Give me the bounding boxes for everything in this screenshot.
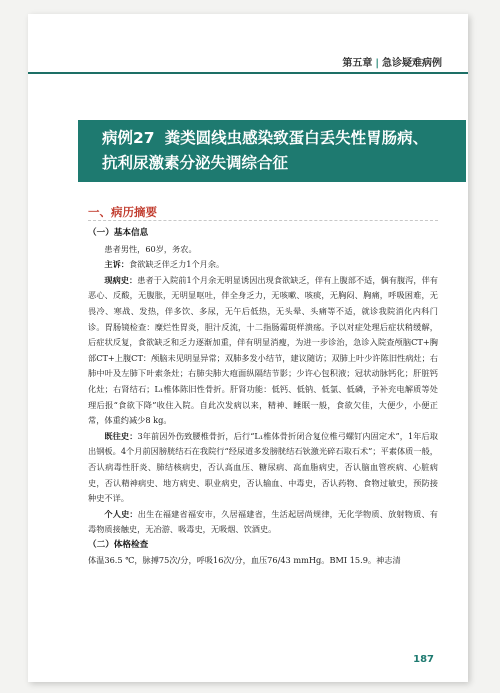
personal-history-text: 出生在福建省福安市，久居福建省，生活起居尚规律，无化学物质、放射物质、有毒物质接触史，无冶游、吸毒史，无吸烟、饮酒史。	[88, 508, 438, 535]
running-header	[342, 54, 442, 69]
case-title-banner	[78, 120, 466, 182]
chief-complaint-text: 食欲缺乏伴乏力1个月余。	[128, 259, 225, 270]
hpi-label: 现病史：	[104, 274, 138, 285]
chief-complaint-paragraph	[88, 257, 438, 273]
exam-text: 体温36.5 ℃，脉搏75次/分，呼吸16次/分，血压76/43 mmHg。BMI 15.9。神志清	[88, 555, 401, 566]
personal-history-label: 个人史：	[104, 508, 138, 519]
chief-complaint-label: 主诉：	[104, 259, 129, 270]
chapter-title: 急诊疑难病例	[382, 58, 442, 69]
header-rule	[28, 72, 468, 74]
case-title-line2: 抗利尿激素分泌失调综合征	[102, 154, 289, 172]
personal-history-paragraph	[88, 507, 438, 538]
page-number: 187	[413, 654, 434, 665]
patient-line: 患者男性，60岁，务农。	[104, 243, 197, 254]
hpi-paragraph	[88, 273, 438, 429]
exam-heading: （二）体格检查	[88, 539, 149, 550]
chapter-number: 第五章	[342, 58, 373, 69]
pmh-text: 3年前因外伤致腰椎骨折，后行“L₁椎体骨折闭合复位椎弓螺钉内固定术”，1年后取出钢板。4个月前因膀胱结石在我院行“经尿道多发膀胱结石钬激光碎石取石术”；平素体质一般，否认病毒性肝炎、肺结核病史，否认高血压、糖尿病、高血脂病史，否认脑血管疾病、心脏病史，否认精神病史、地方病史、职业病史，否认输血、中毒史，否认药物、食物过敏史，预防接种史不详。	[88, 430, 438, 504]
hpi-text: 患者于入院前1个月余无明显诱因出现食欲缺乏，伴有上腹部不适，偶有腹泻，伴有恶心、反酸，无腹胀，无明显呕吐，伴全身乏力，无咳嗽、咳痰，无胸闷、胸痛，呼吸困难，无畏冷、寒战、发热，伴多饮、多尿，无午后低热，无头晕、头痛等不适，就诊我院消化内科门诊。胃肠镜检查：糜烂性胃炎，胆汁反流，十二指肠霜斑样溃疡。予以对症处理后症状稍缓解，后症状反复，食欲缺乏和乏力逐渐加重，伴有明显消瘦，为进一步诊治，急诊入院查颅脑CT+胸部CT+上腹CT：颅脑未见明显异常；双肺多发小结节，建议随访；双肺上叶少许陈旧性病灶；右肺中叶及左肺下叶索条灶；右肺尖肺大疱面纵隔结节影；少许心包积液；冠状动脉钙化；肝脏钙化灶；右肾结石；L₁椎体陈旧性骨折。肝肾功能：低钙、低钠、低氯、低磷，予补充电解质等处理后报“食欲下降”收住入院。自此次发病以来，精神、睡眠一般，食欲欠佳，大便少，小便正常，体重约减少8 kg。	[88, 274, 438, 426]
case-title-line1: 粪类圆线虫感染致蛋白丢失性胃肠病、	[164, 129, 429, 147]
pmh-label: 既往史：	[104, 430, 138, 441]
pmh-paragraph	[88, 429, 438, 507]
header-separator: |	[375, 58, 379, 69]
case-number: 病例27	[102, 129, 155, 147]
book-page	[28, 14, 468, 682]
basic-info-heading: （一）基本信息	[88, 228, 149, 238]
case-content	[88, 226, 438, 569]
section-title: 一、病历摘要	[88, 205, 157, 219]
section-divider	[88, 220, 438, 221]
